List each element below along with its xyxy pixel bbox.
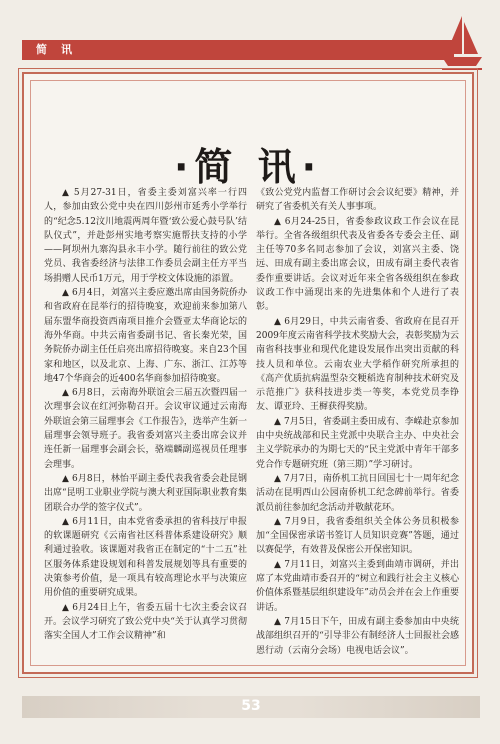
right-column	[256, 186, 459, 658]
news-item: ▲ 6月24日上午，省委五届十七次主委会议召开。会议学习研究了致公党中央“关于认真学习贯彻落实全国人才工作会议精神”和	[44, 602, 247, 642]
news-item: ▲ 7月15日下午，田成有副主委参加由中央统战部组织召开的“引导非公有制经济人士回报社会感恩行动（云南分会场）电视电话会议”。	[256, 616, 459, 656]
news-item: ▲ 6月29日，中共云南省委、省政府在昆召开2009年度云南省科学技术奖励大会，表彰奖励为云南省科技事业和现代化建设发展作出突出贡献的科技人员和单位。云南农业大学稻作研究所承担的《高产优质抗病温型杂交粳稻选育制种技术研究及示范推广》获科技进步类一等奖，本党党员李铮友、谭亚玲、王樨获得奖励。	[256, 316, 459, 413]
news-item: ▲ 6月8日，林怡平副主委代表我省委会赴昆钢出席“昆明工业职业学院与澳大利亚国际职业教育集团联合办学的签字仪式”。	[44, 473, 247, 513]
news-item: ▲ 7月11日，刘富兴主委到曲靖市调研，并出席了本党曲靖市委召开的“树立和践行社会主义核心价值体系暨基层组织建设年”动员会并在会上作重要讲话。	[256, 559, 459, 613]
news-panel	[22, 72, 474, 674]
news-item-continued: 《致公党党内监督工作研讨会会议纪要》精神，并研究了省委机关有关人事事项。	[256, 188, 459, 213]
news-item: ▲ 6月8日，云南海外联谊会三届五次暨四届一次理事会议在红河弥勒召开。会议审议通过云南海外联谊会第三届理事会《工作报告》，选举产生新一届理事会领导班子。我省委刘富兴主委出席会议并连任新一届理事会副会长，骆端麟副巡视员任理事会理事。	[44, 388, 247, 470]
news-item: ▲ 5月27-31日，省委主委刘富兴率一行四人，参加由致公党中央在四川彭州市延秀小学举行的“纪念5.12汶川地震两周年暨‘致公爱心鼓号队’结队仪式”，并赴彭州实地考察实施帮扶支持的小学——阿坝州九寨沟县永丰小学。随行前往的致公党党员、我省委经济与法律工作委员会副主任方平当场捐赠人民币1万元，用于学校文体设施的添置。	[44, 188, 247, 284]
left-column	[44, 186, 247, 644]
news-item: ▲ 6月24-25日，省委参政议政工作会议在昆举行。全省各级组织代表及省委各专委会主任、副主任等70多名同志参加了会议，刘富兴主委、饶远、田成有副主委出席会议，田成有副主委代表省委作重要讲话。会议对近年来全省各级组织在参政议政工作中涌现出来的先进集体和个人进行了表彰。	[256, 216, 459, 313]
page-number: 53	[241, 698, 261, 714]
sailboat-icon	[440, 14, 484, 72]
section-label: 简讯	[36, 43, 86, 56]
news-item: ▲ 7月7日，南侨机工抗日回国七十一周年纪念活动在昆明西山公园南侨机工纪念碑前举行。省委派员前往参加纪念活动并敬献花环。	[256, 473, 459, 513]
section-header-bar	[22, 40, 454, 60]
news-item: ▲ 6月4日，刘富兴主委应邀出席由国务院侨办和省政府在昆举行的招待晚宴，欢迎前来参加第八届东盟华商投资西南项目推介会暨亚太华商论坛的海外华商。中共云南省委副书记、省长秦光荣，国务院侨办副主任任启亮出席招待晚宴。来自23个国家和地区，以及北京、上海、广东、浙江、江苏等地47个华商会的近400名华商参加招待晚宴。	[44, 288, 247, 384]
news-item: ▲ 7月5日，省委副主委田成有、李嵘赴京参加由中央统战部和民主党派中央联合主办、中央社会主义学院承办的为期七天的“民主党派中青年干部多党合作专题研究班（第三期）”学习研讨。	[256, 416, 459, 470]
footer-bar	[22, 696, 480, 718]
news-item: ▲ 7月9日，我省委组织关全体公务员积极参加“全国保密承诺书签订人员知识竞赛”答题，通过以赛促学，有效普及保密公开保密知识。	[256, 516, 459, 556]
page-title: ·简 讯·	[173, 145, 323, 189]
news-item: ▲ 6月11日，由本党省委承担的省科技厅申报的软课题研究《云南省社区科普体系建设研究》顺利通过验收。该课题对我省正在制定的“十二五”社区服务体系建设规划和科普发展规划等具有重要的决策参考价值，是一项具有较高理论水平与决策应用价值的重要研究成果。	[44, 516, 247, 599]
